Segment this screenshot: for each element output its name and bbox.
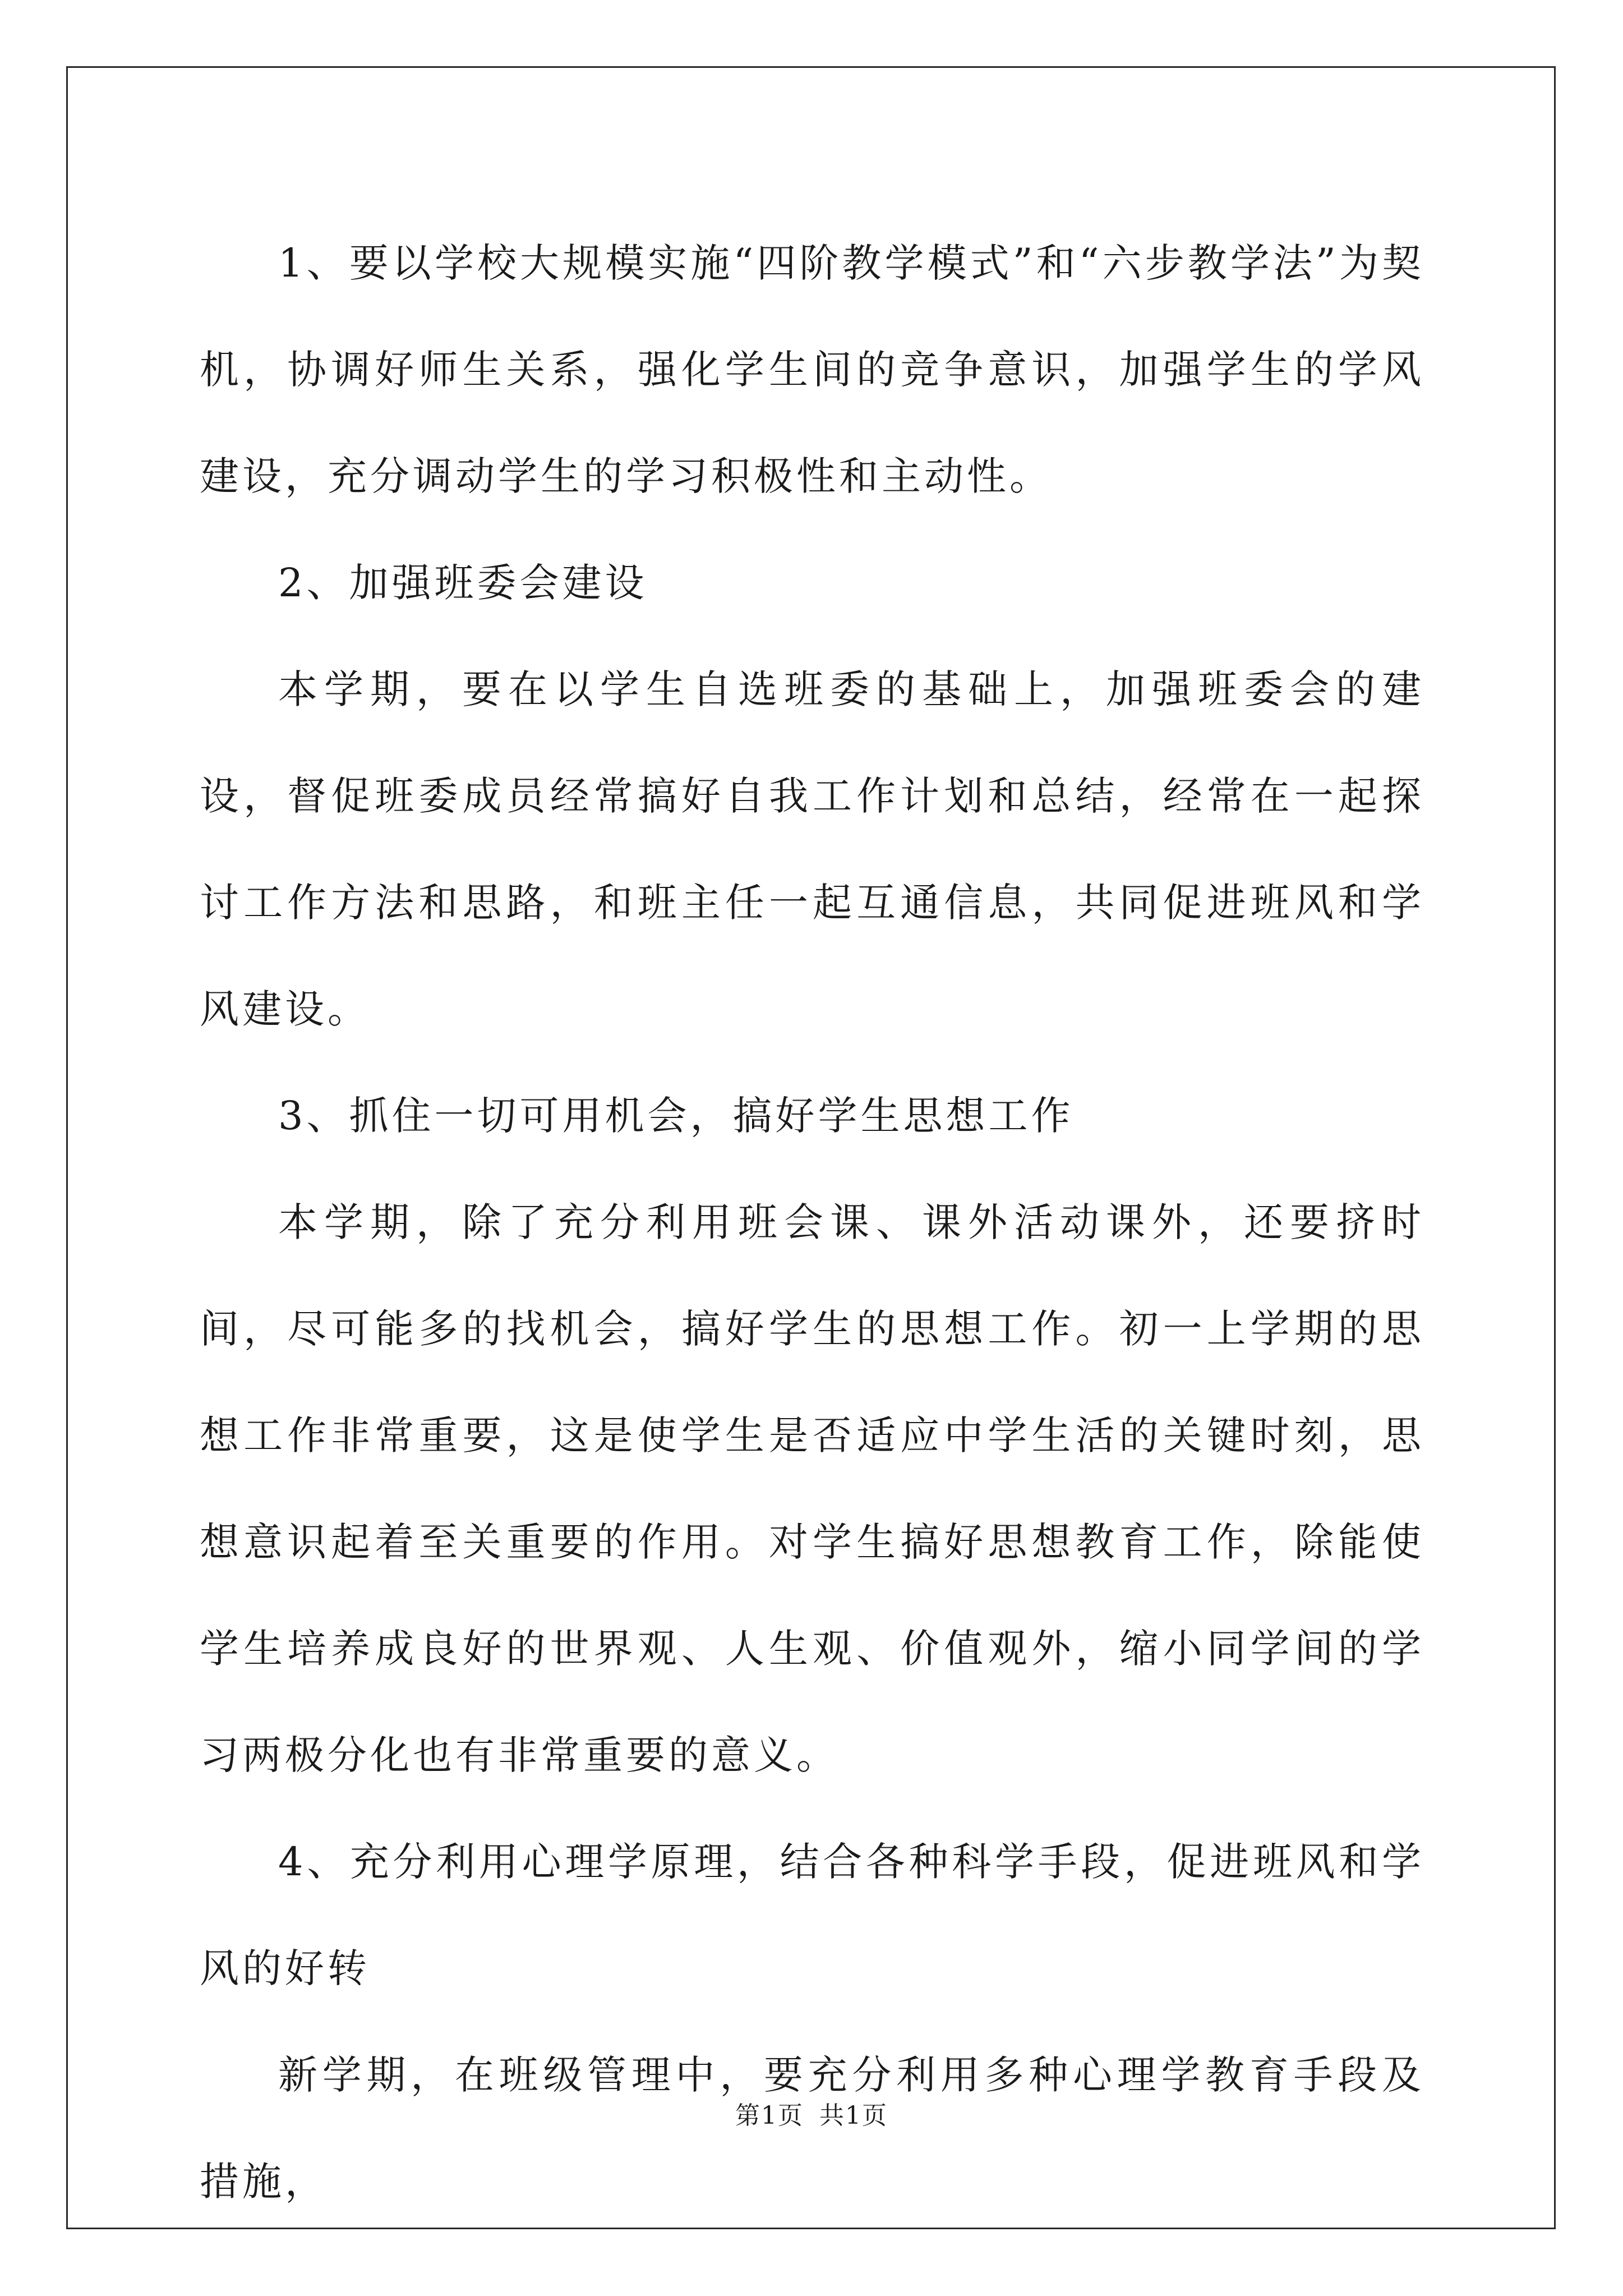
paragraph-2: 本学期，要在以学生自选班委的基础上，加强班委会的建设，督促班委成员经常搞好自我工作计划和总结，经常在一起探讨工作方法和思路，和班主任一起互通信息，共同促进班风和学风建设。 bbox=[200, 666, 1424, 1032]
heading-4: 4、充分利用心理学原理，结合各种科学手段，促进班风和学风的好转 bbox=[200, 1839, 1424, 1991]
paragraph-1: 1、要以学校大规模实施“四阶教学模式”和“六步教学法”为契机，协调好师生关系，强化学生间的竞争意识，加强学生的学风建设，充分调动学生的学习积极性和主动性。 bbox=[200, 240, 1424, 499]
paragraph-3: 本学期，除了充分利用班会课、课外活动课外，还要挤时间，尽可能多的找机会，搞好学生的思想工作。初一上学期的思想工作非常重要，这是使学生是否适应中学生活的关键时刻，思想意识起着至关重要的作用。对学生搞好思想教育工作，除能使学生培养成良好的世界观、人生观、价值观外，缩小同学间的学习两极分化也有非常重要的意义。 bbox=[200, 1199, 1424, 1778]
heading-3: 3、抓住一切可用机会，搞好学生思想工作 bbox=[278, 1093, 1074, 1139]
page-number-total: 共1页 bbox=[819, 2101, 888, 2130]
page-number-current: 第1页 bbox=[735, 2101, 804, 2130]
paragraph-4: 新学期，在班级管理中，要充分利用多种心理学教育手段及措施， bbox=[200, 2052, 1424, 2205]
page-footer bbox=[0, 2095, 1623, 2131]
heading-2: 2、加强班委会建设 bbox=[278, 560, 648, 606]
document-body bbox=[200, 210, 1424, 2235]
